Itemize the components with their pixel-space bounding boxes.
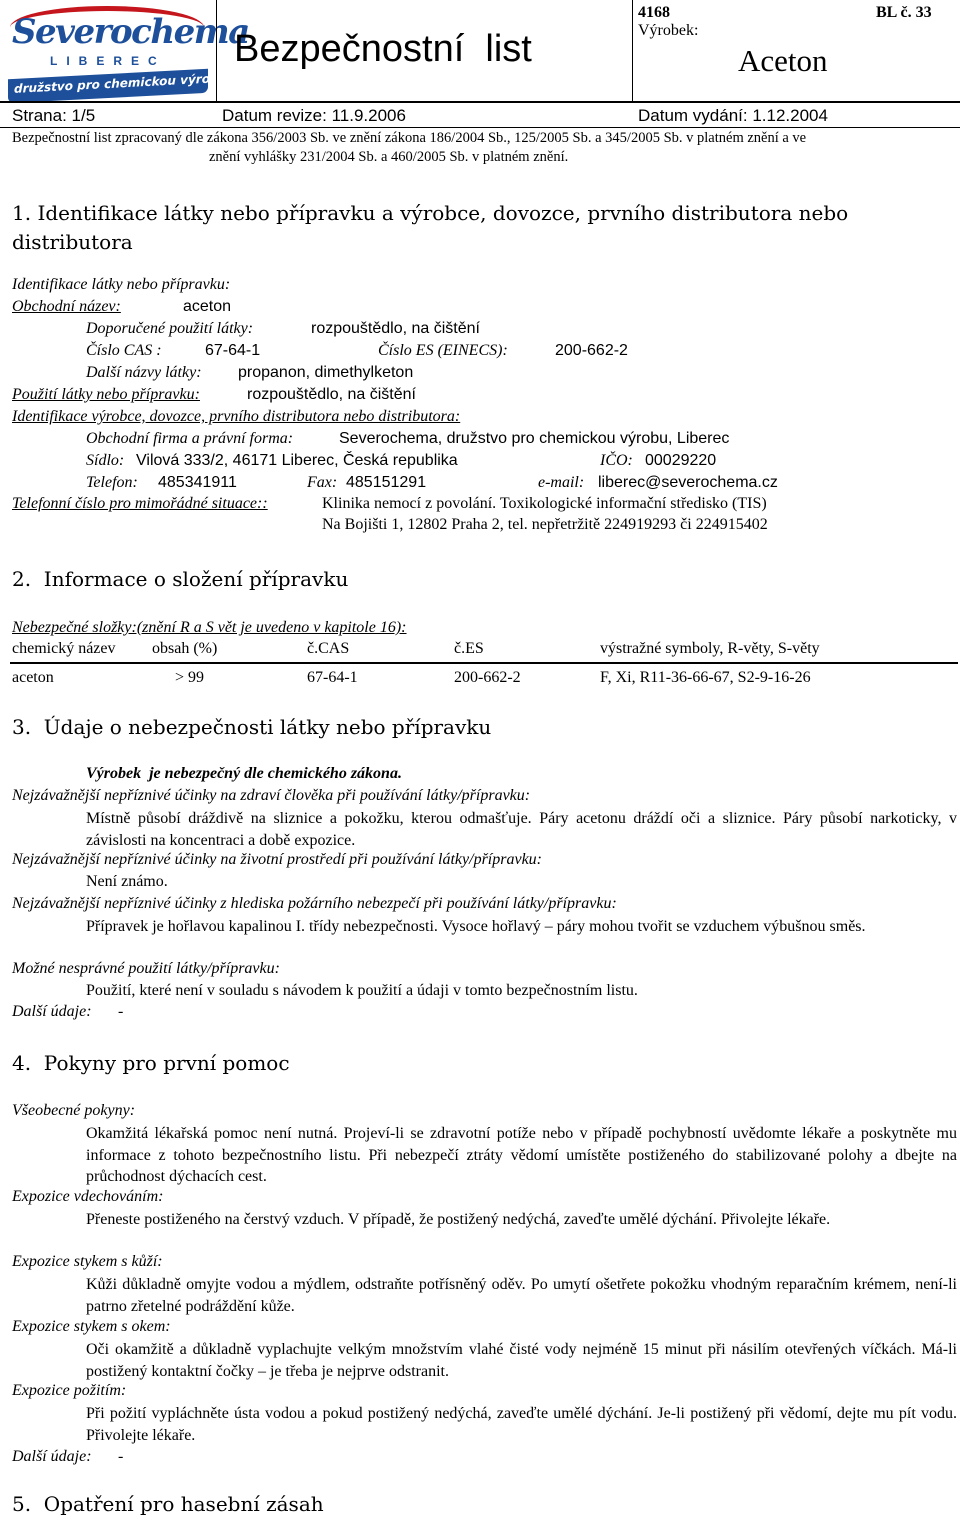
email-label: e-mail: [538,474,585,491]
law-reference-line1: Bezpečnostní list zpracovaný dle zákona 356/2003 Sb. ve znění zákona 186/2004 Sb., 125/2005 Sb. a 345/2005 Sb. v platném znění a ve [12,130,807,146]
law-reference-line2: znění vyhlášky 231/2004 Sb. a 460/2005 Sb. v platném znění. [209,149,569,165]
email-value[interactable]: liberec@severochema.cz [598,474,778,491]
other-names-label: Další názvy látky: [86,364,202,381]
doc-title: Bezpečnostní list [234,28,532,70]
table-cell-content: > 99 [175,669,205,686]
table-header-name: chemický název [12,640,116,657]
trade-name-value: aceton [183,298,232,315]
es-label: Číslo ES (EINECS): [378,342,508,359]
misuse-label: Možné nesprávné použití látky/přípravku: [12,960,280,977]
hazard-components-label: Nebezpečné složky:(znění R a S vět je uvedeno v kapitole 16): [12,619,407,636]
manufacturer-label: Identifikace výrobce, dovozce, prvního distributora nebo distributora: [12,408,461,425]
section1-title-line1: 1. Identifikace látky nebo přípravku a výrobce, dovozce, prvního distributora nebo [12,201,849,225]
recommended-use-value: rozpouštědlo, na čištění [311,320,480,337]
eye-label: Expozice stykem s okem: [12,1318,171,1335]
fire-effects-label: Nejzávažnější nepříznivé účinky z hlediska požárního nebezpečí při používání látky/přípravku: [12,895,617,912]
general-text: Okamžitá lékařská pomoc není nutná. Projeví-li se zdravotní potíže nebo v případě pochybností uvědomte lékaře a poskytněte mu informace z tohoto bezpečnostního listu. Při nebezpečí ztráty vědomí umístěte postiženého do stabilizované polohy a dbejte na průchodnost dýchacích cest. [86,1125,957,1185]
table-header-content: obsah (%) [152,640,218,657]
logo-city: LIBEREC [50,54,166,68]
doc-number: 4168 [638,4,670,21]
table-cell-cas: 67-64-1 [307,669,358,686]
bl-code: BL č. 33 [876,4,932,21]
company-logo [8,4,249,102]
emergency-line2: Na Bojišti 1, 12802 Praha 2, tel. nepřetržitě 224919293 či 224915402 [322,516,768,533]
inhalation-label: Expozice vdechováním: [12,1188,164,1205]
inhalation-text: Přeneste postiženého na čerstvý vzduch. V případě, že postižený nedýchá, zaveďte umělé dýchání. Přivolejte lékaře. [86,1211,831,1228]
ident-label: Identifikace látky nebo přípravku: [12,276,231,293]
issue-date: Datum vydání: 1.12.2004 [638,106,828,125]
section3-other-value: - [118,1003,124,1020]
other-names-value: propanon, dimethylketon [238,364,414,381]
logo-tagline-band [8,69,228,103]
cas-label: Číslo CAS : [86,342,162,359]
section5-title: 5. Opatření pro hasební zásah [12,1492,324,1516]
product-name: Aceton [738,43,828,78]
seat-label: Sídlo: [86,452,125,469]
section3-title: 3. Údaje o nebezpečnosti látky nebo přípravku [12,715,492,739]
phone-label: Telefon: [86,474,138,491]
section2-title: 2. Informace o složení přípravku [12,567,349,591]
fax-label: Fax: [307,474,338,491]
skin-label: Expozice stykem s kůží: [12,1253,163,1270]
logo-tagline: družstvo pro chemickou výrobu [14,70,228,96]
section1-title-line2: distributora [12,230,133,254]
hazard-statement: Výrobek je nebezpečný dle chemického zákona. [86,765,402,782]
section4-other-value: - [118,1448,124,1465]
eye-text: Oči okamžitě a důkladně vyplachujte velkým množstvím vlahé čisté vody nejméně 15 minut při násilím otevřených víčkách. Má-li postižený kontaktní čočky – je třeba je nejprve odstranit. [86,1341,957,1380]
emergency-line1: Klinika nemocí z povolání. Toxikologické informační středisko (TIS) [322,495,767,512]
revision-date: Datum revize: 11.9.2006 [222,106,406,125]
ico-value: 00029220 [645,452,717,469]
section4-title: 4. Pokyny pro první pomoc [12,1051,290,1075]
misuse-text: Použití, které není v souladu s návodem k použití a údaji v tomto bezpečnostním listu. [86,982,638,999]
ingestion-text: Při požití vypláchněte ústa vodou a pokud postižený nedýchá, zaveďte umělé dýchání. Je-li postižený při vědomí, dejte mu pít vodu. Přivolejte lékaře. [86,1405,957,1444]
table-header-rule [10,662,958,664]
skin-text: Kůži důkladně omyjte vodou a mýdlem, odstraňte potřísněný oděv. Po umytí ošetřete pokožku vhodným reparačním krémem, není-li patrno zřetelné podráždění kůže. [86,1276,957,1315]
seat-value: Vilová 333/2, 46171 Liberec, Česká republika [136,452,458,469]
fire-effects-text: Přípravek je hořlavou kapalinou I. třídy nebezpečnosti. Vysoce hořlavý – páry mohou tvořit se vzduchem výbušnou směs. [86,918,866,935]
product-label: Výrobek: [638,22,699,39]
table-header-es: č.ES [454,640,484,657]
trade-name-label: Obchodní název: [12,298,121,315]
firm-value: Severochema, družstvo pro chemickou výrobu, Liberec [339,430,730,447]
ingestion-label: Expozice požitím: [12,1382,127,1399]
table-cell-name: aceton [12,669,54,686]
cas-value: 67-64-1 [205,342,261,359]
ico-label: IČO: [600,452,633,469]
table-cell-es: 200-662-2 [454,669,521,686]
env-effects-label: Nejzávažnější nepříznivé účinky na životní prostředí při používání látky/přípravku: [12,851,542,868]
logo-brand: Severochema [12,12,249,52]
fax-value: 485151291 [346,474,427,491]
phone-value: 485341911 [158,474,237,491]
use-label: Použití látky nebo přípravku: [12,386,200,403]
table-header-symbols: výstražné symboly, R-věty, S-věty [600,640,820,657]
general-label: Všeobecné pokyny: [12,1102,136,1119]
table-header-cas: č.CAS [307,640,350,657]
health-effects-label: Nejzávažnější nepříznivé účinky na zdraví člověka při používání látky/přípravku: [12,787,531,804]
recommended-use-label: Doporučené použití látky: [86,320,254,337]
firm-label: Obchodní firma a právní forma: [86,430,294,447]
env-effects-text: Není známo. [86,873,168,890]
health-effects-text: Místně působí dráždivě na sliznice a pokožku, kterou odmašťuje. Páry acetonu dráždí oči a sliznice. Páry působí narkoticky, v závislosti na koncentraci a době expozice. [86,810,957,849]
emergency-label: Telefonní číslo pro mimořádné situace:: [12,495,268,512]
section4-other-label: Další údaje: [12,1448,92,1465]
section3-other-label: Další údaje: [12,1003,92,1020]
es-value: 200-662-2 [555,342,628,359]
page-number: Strana: 1/5 [12,106,96,125]
table-cell-symbols: F, Xi, R11-36-66-67, S2-9-16-26 [600,669,811,686]
use-value: rozpouštědlo, na čištění [247,386,416,403]
